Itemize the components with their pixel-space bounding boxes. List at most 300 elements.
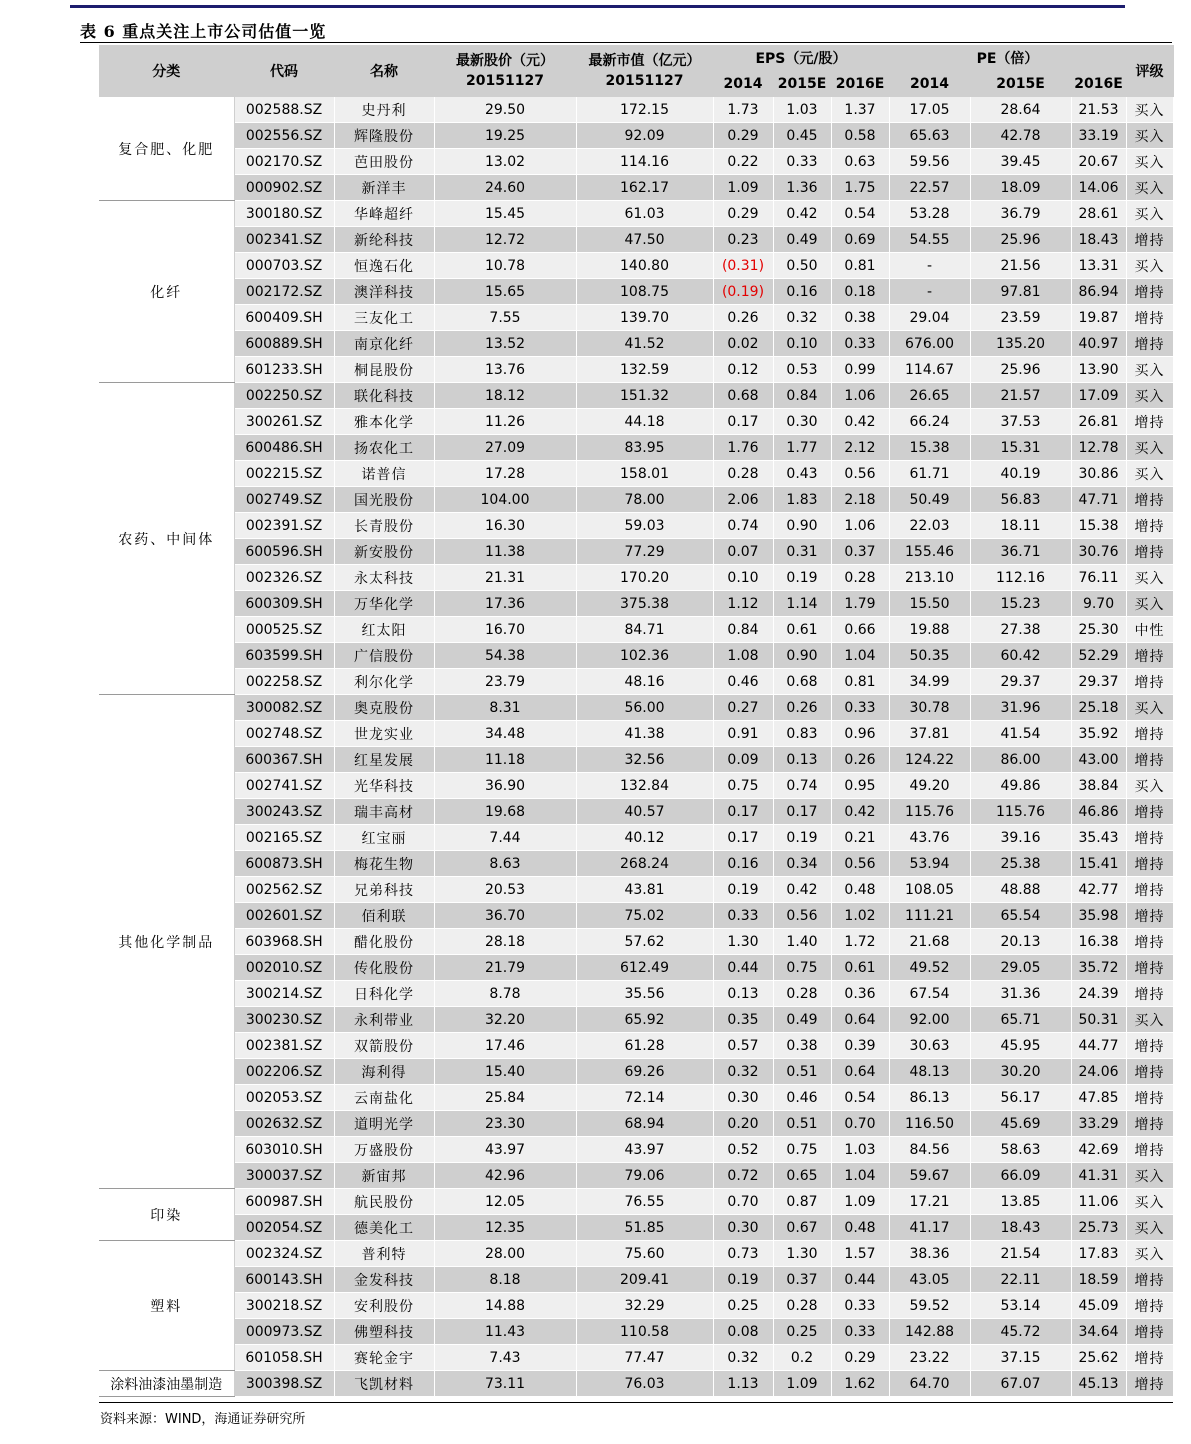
cell-pe-2015e: 48.88 (970, 877, 1071, 903)
header-name: 名称 (334, 45, 434, 97)
cell-eps-2016e: 0.96 (831, 721, 889, 747)
table-row (99, 825, 1173, 851)
cell-pe-2015e: 135.20 (970, 331, 1071, 357)
table-row (99, 669, 1173, 695)
cell-eps-2015e: 0.75 (773, 1137, 831, 1163)
cell-pe-2015e: 45.69 (970, 1111, 1071, 1137)
cell-name: 雅本化学 (334, 409, 434, 435)
cell-pe-2015e: 15.23 (970, 591, 1071, 617)
cell-eps-2014: 1.13 (713, 1371, 773, 1397)
cell-code: 002601.SZ (234, 903, 334, 929)
cell-name: 万盛股份 (334, 1137, 434, 1163)
cell-eps-2016e: 1.57 (831, 1241, 889, 1267)
cell-eps-2014: 0.68 (713, 383, 773, 409)
table-row (99, 253, 1173, 279)
cell-pe-2015e: 20.13 (970, 929, 1071, 955)
cell-price: 11.18 (434, 747, 576, 773)
cell-pe-2016e: 25.18 (1071, 695, 1126, 721)
table-row (99, 955, 1173, 981)
cell-eps-2014: 0.33 (713, 903, 773, 929)
cell-pe-2014: 155.46 (889, 539, 970, 565)
cell-pe-2015e: 30.20 (970, 1059, 1071, 1085)
cell-rating: 增持 (1126, 851, 1173, 877)
cell-pe-2016e: 35.72 (1071, 955, 1126, 981)
table-row (99, 123, 1173, 149)
cell-pe-2014: 115.76 (889, 799, 970, 825)
cell-code: 600987.SH (234, 1189, 334, 1215)
cell-pe-2015e: 36.79 (970, 201, 1071, 227)
cell-mktcap: 172.15 (576, 97, 713, 123)
cell-eps-2015e: 0.37 (773, 1267, 831, 1293)
cell-mktcap: 108.75 (576, 279, 713, 305)
cell-rating: 买入 (1126, 461, 1173, 487)
cell-rating: 买入 (1126, 97, 1173, 123)
cell-pe-2016e: 13.31 (1071, 253, 1126, 279)
cell-eps-2014: 0.75 (713, 773, 773, 799)
cell-pe-2015e: 39.16 (970, 825, 1071, 851)
cell-pe-2016e: 33.29 (1071, 1111, 1126, 1137)
cell-pe-2015e: 65.54 (970, 903, 1071, 929)
cell-eps-2015e: 0.51 (773, 1111, 831, 1137)
cell-name: 联化科技 (334, 383, 434, 409)
cell-eps-2015e: 0.46 (773, 1085, 831, 1111)
cell-mktcap: 151.32 (576, 383, 713, 409)
cell-pe-2014: 17.05 (889, 97, 970, 123)
table-row (99, 617, 1173, 643)
cell-rating: 增持 (1126, 1293, 1173, 1319)
cell-eps-2016e: 0.33 (831, 1319, 889, 1345)
cell-pe-2014: 108.05 (889, 877, 970, 903)
cell-eps-2015e: 0.43 (773, 461, 831, 487)
table-row (99, 799, 1173, 825)
cell-pe-2014: 61.71 (889, 461, 970, 487)
cell-eps-2016e: 0.38 (831, 305, 889, 331)
header-pe-2015e: 2015E (970, 71, 1071, 97)
cell-eps-2015e: 0.34 (773, 851, 831, 877)
cell-name: 新纶科技 (334, 227, 434, 253)
cell-mktcap: 132.84 (576, 773, 713, 799)
cell-price: 27.09 (434, 435, 576, 461)
cell-mktcap: 44.18 (576, 409, 713, 435)
cell-pe-2016e: 46.86 (1071, 799, 1126, 825)
cell-price: 13.02 (434, 149, 576, 175)
cell-pe-2015e: 41.54 (970, 721, 1071, 747)
cell-rating: 增持 (1126, 1111, 1173, 1137)
cell-code: 600596.SH (234, 539, 334, 565)
cell-rating: 增持 (1126, 1371, 1173, 1397)
cell-pe-2014: 34.99 (889, 669, 970, 695)
table-row (99, 1059, 1173, 1085)
cell-price: 12.05 (434, 1189, 576, 1215)
cell-pe-2016e: 15.38 (1071, 513, 1126, 539)
cell-eps-2014: 0.91 (713, 721, 773, 747)
cell-code: 002326.SZ (234, 565, 334, 591)
cell-code: 002741.SZ (234, 773, 334, 799)
cell-eps-2015e: 0.90 (773, 513, 831, 539)
cell-name: 史丹利 (334, 97, 434, 123)
header-eps-2016e: 2016E (831, 71, 889, 97)
cell-eps-2014: 0.72 (713, 1163, 773, 1189)
cell-rating: 买入 (1126, 565, 1173, 591)
cell-price: 16.30 (434, 513, 576, 539)
cell-pe-2014: 676.00 (889, 331, 970, 357)
cell-eps-2014: 0.74 (713, 513, 773, 539)
cell-price: 19.68 (434, 799, 576, 825)
cell-rating: 增持 (1126, 487, 1173, 513)
cell-price: 28.18 (434, 929, 576, 955)
cell-mktcap: 209.41 (576, 1267, 713, 1293)
cell-pe-2016e: 29.37 (1071, 669, 1126, 695)
cell-eps-2016e: 0.48 (831, 877, 889, 903)
cell-eps-2014: 1.73 (713, 97, 773, 123)
cell-eps-2014: 0.29 (713, 201, 773, 227)
cell-pe-2014: 92.00 (889, 1007, 970, 1033)
cell-rating: 买入 (1126, 1007, 1173, 1033)
cell-eps-2016e: 0.26 (831, 747, 889, 773)
cell-mktcap: 170.20 (576, 565, 713, 591)
cell-eps-2014: 0.09 (713, 747, 773, 773)
cell-code: 300218.SZ (234, 1293, 334, 1319)
cell-code: 300037.SZ (234, 1163, 334, 1189)
cell-mktcap: 41.38 (576, 721, 713, 747)
cell-pe-2015e: 60.42 (970, 643, 1071, 669)
cell-code: 600486.SH (234, 435, 334, 461)
cell-pe-2015e: 18.11 (970, 513, 1071, 539)
table-row (99, 1345, 1173, 1371)
cell-pe-2014: 43.05 (889, 1267, 970, 1293)
cell-eps-2015e: 0.19 (773, 565, 831, 591)
cell-code: 600309.SH (234, 591, 334, 617)
cell-price: 73.11 (434, 1371, 576, 1397)
cell-price: 14.88 (434, 1293, 576, 1319)
cell-name: 金发科技 (334, 1267, 434, 1293)
cell-eps-2016e: 0.21 (831, 825, 889, 851)
cell-pe-2016e: 25.30 (1071, 617, 1126, 643)
cell-code: 002250.SZ (234, 383, 334, 409)
cell-mktcap: 268.24 (576, 851, 713, 877)
table-row (99, 201, 1173, 227)
cell-rating: 买入 (1126, 149, 1173, 175)
table-row (99, 1293, 1173, 1319)
cell-pe-2015e: 56.83 (970, 487, 1071, 513)
cell-mktcap: 92.09 (576, 123, 713, 149)
cell-pe-2016e: 15.41 (1071, 851, 1126, 877)
cell-pe-2014: 48.13 (889, 1059, 970, 1085)
cell-rating: 增持 (1126, 877, 1173, 903)
cell-code: 002165.SZ (234, 825, 334, 851)
cell-mktcap: 75.02 (576, 903, 713, 929)
cell-code: 002053.SZ (234, 1085, 334, 1111)
cell-eps-2015e: 0.49 (773, 227, 831, 253)
cell-name: 万华化学 (334, 591, 434, 617)
cell-pe-2015e: 112.16 (970, 565, 1071, 591)
cell-pe-2014: 21.68 (889, 929, 970, 955)
cell-rating: 买入 (1126, 1163, 1173, 1189)
cell-pe-2016e: 20.67 (1071, 149, 1126, 175)
cell-name: 红星发展 (334, 747, 434, 773)
cell-rating: 买入 (1126, 695, 1173, 721)
cell-mktcap: 51.85 (576, 1215, 713, 1241)
cell-rating: 增持 (1126, 747, 1173, 773)
cell-pe-2014: 59.52 (889, 1293, 970, 1319)
cell-price: 25.84 (434, 1085, 576, 1111)
cell-price: 19.25 (434, 123, 576, 149)
cell-rating: 增持 (1126, 799, 1173, 825)
cell-eps-2015e: 0.53 (773, 357, 831, 383)
cell-code: 000902.SZ (234, 175, 334, 201)
cell-price: 104.00 (434, 487, 576, 513)
cell-mktcap: 110.58 (576, 1319, 713, 1345)
cell-pe-2014: 49.52 (889, 955, 970, 981)
cell-name: 桐昆股份 (334, 357, 434, 383)
cell-name: 永利带业 (334, 1007, 434, 1033)
cell-pe-2015e: 65.71 (970, 1007, 1071, 1033)
cell-rating: 买入 (1126, 1215, 1173, 1241)
cell-rating: 增持 (1126, 1085, 1173, 1111)
cell-price: 7.55 (434, 305, 576, 331)
cell-eps-2016e: 0.66 (831, 617, 889, 643)
cell-mktcap: 61.03 (576, 201, 713, 227)
table-row (99, 279, 1173, 305)
table-row (99, 1371, 1173, 1397)
category-cell: 农药、中间体 (99, 383, 234, 695)
cell-code: 002010.SZ (234, 955, 334, 981)
cell-pe-2014: 49.20 (889, 773, 970, 799)
table-row (99, 1085, 1173, 1111)
cell-eps-2014: 0.70 (713, 1189, 773, 1215)
cell-name: 道明光学 (334, 1111, 434, 1137)
cell-pe-2016e: 17.83 (1071, 1241, 1126, 1267)
cell-eps-2015e: 1.03 (773, 97, 831, 123)
cell-code: 300230.SZ (234, 1007, 334, 1033)
category-cell: 印染 (99, 1189, 234, 1241)
table-row (99, 1267, 1173, 1293)
cell-price: 42.96 (434, 1163, 576, 1189)
cell-eps-2016e: 0.81 (831, 253, 889, 279)
cell-eps-2016e: 1.37 (831, 97, 889, 123)
header-eps-2014: 2014 (713, 71, 773, 97)
cell-pe-2014: 111.21 (889, 903, 970, 929)
cell-mktcap: 139.70 (576, 305, 713, 331)
cell-name: 瑞丰高材 (334, 799, 434, 825)
cell-price: 11.43 (434, 1319, 576, 1345)
cell-code: 600873.SH (234, 851, 334, 877)
cell-rating: 买入 (1126, 201, 1173, 227)
cell-pe-2016e: 45.13 (1071, 1371, 1126, 1397)
cell-name: 红太阳 (334, 617, 434, 643)
cell-eps-2015e: 0.67 (773, 1215, 831, 1241)
cell-pe-2014: 67.54 (889, 981, 970, 1007)
cell-eps-2015e: 0.13 (773, 747, 831, 773)
cell-name: 普利特 (334, 1241, 434, 1267)
cell-eps-2015e: 0.61 (773, 617, 831, 643)
table-row (99, 565, 1173, 591)
cell-price: 29.50 (434, 97, 576, 123)
cell-pe-2015e: 37.15 (970, 1345, 1071, 1371)
cell-eps-2014: (0.31) (713, 253, 773, 279)
cell-pe-2016e: 44.77 (1071, 1033, 1126, 1059)
cell-eps-2016e: 0.54 (831, 1085, 889, 1111)
cell-mktcap: 57.62 (576, 929, 713, 955)
cell-eps-2016e: 0.70 (831, 1111, 889, 1137)
category-cell: 涂料油漆油墨制造 (99, 1371, 234, 1397)
cell-price: 28.00 (434, 1241, 576, 1267)
cell-eps-2016e: 0.99 (831, 357, 889, 383)
header-rating: 评级 (1126, 45, 1173, 97)
cell-mktcap: 59.03 (576, 513, 713, 539)
category-cell: 塑料 (99, 1241, 234, 1371)
cell-mktcap: 76.55 (576, 1189, 713, 1215)
cell-mktcap: 158.01 (576, 461, 713, 487)
cell-price: 17.46 (434, 1033, 576, 1059)
cell-code: 002562.SZ (234, 877, 334, 903)
cell-pe-2015e: 15.31 (970, 435, 1071, 461)
table-row (99, 1111, 1173, 1137)
cell-pe-2016e: 33.19 (1071, 123, 1126, 149)
cell-pe-2015e: 25.96 (970, 357, 1071, 383)
cell-pe-2016e: 52.29 (1071, 643, 1126, 669)
cell-price: 10.78 (434, 253, 576, 279)
cell-price: 13.76 (434, 357, 576, 383)
cell-eps-2014: 0.22 (713, 149, 773, 175)
cell-eps-2014: 0.30 (713, 1215, 773, 1241)
cell-pe-2014: 66.24 (889, 409, 970, 435)
cell-eps-2015e: 0.33 (773, 149, 831, 175)
cell-rating: 增持 (1126, 955, 1173, 981)
cell-pe-2015e: 39.45 (970, 149, 1071, 175)
cell-eps-2014: 0.19 (713, 1267, 773, 1293)
cell-code: 300082.SZ (234, 695, 334, 721)
cell-eps-2014: 0.27 (713, 695, 773, 721)
cell-eps-2015e: 0.68 (773, 669, 831, 695)
cell-rating: 增持 (1126, 903, 1173, 929)
cell-eps-2015e: 1.30 (773, 1241, 831, 1267)
cell-eps-2014: 0.23 (713, 227, 773, 253)
cell-mktcap: 78.00 (576, 487, 713, 513)
cell-pe-2014: 84.56 (889, 1137, 970, 1163)
cell-pe-2015e: 56.17 (970, 1085, 1071, 1111)
cell-pe-2016e: 35.92 (1071, 721, 1126, 747)
cell-eps-2014: 0.02 (713, 331, 773, 357)
cell-pe-2016e: 18.59 (1071, 1267, 1126, 1293)
cell-code: 002206.SZ (234, 1059, 334, 1085)
cell-price: 23.30 (434, 1111, 576, 1137)
cell-eps-2014: 2.06 (713, 487, 773, 513)
cell-price: 43.97 (434, 1137, 576, 1163)
cell-code: 600889.SH (234, 331, 334, 357)
cell-pe-2016e: 47.85 (1071, 1085, 1126, 1111)
cell-pe-2016e: 42.77 (1071, 877, 1126, 903)
cell-code: 600367.SH (234, 747, 334, 773)
cell-pe-2014: 86.13 (889, 1085, 970, 1111)
cell-pe-2014: 114.67 (889, 357, 970, 383)
cell-eps-2016e: 0.29 (831, 1345, 889, 1371)
cell-eps-2014: 0.07 (713, 539, 773, 565)
cell-name: 永太科技 (334, 565, 434, 591)
cell-pe-2015e: 66.09 (970, 1163, 1071, 1189)
cell-code: 002341.SZ (234, 227, 334, 253)
cell-name: 诺普信 (334, 461, 434, 487)
cell-code: 300243.SZ (234, 799, 334, 825)
table-row (99, 97, 1173, 123)
cell-pe-2016e: 13.90 (1071, 357, 1126, 383)
cell-price: 17.36 (434, 591, 576, 617)
cell-eps-2016e: 0.69 (831, 227, 889, 253)
cell-pe-2015e: 45.95 (970, 1033, 1071, 1059)
cell-eps-2014: 1.08 (713, 643, 773, 669)
cell-eps-2016e: 1.06 (831, 383, 889, 409)
cell-price: 16.70 (434, 617, 576, 643)
cell-eps-2014: 0.25 (713, 1293, 773, 1319)
cell-eps-2015e: 1.09 (773, 1371, 831, 1397)
cell-rating: 增持 (1126, 331, 1173, 357)
cell-pe-2014: 142.88 (889, 1319, 970, 1345)
cell-price: 15.40 (434, 1059, 576, 1085)
cell-eps-2015e: 0.38 (773, 1033, 831, 1059)
cell-eps-2016e: 0.33 (831, 695, 889, 721)
cell-code: 002170.SZ (234, 149, 334, 175)
cell-code: 002172.SZ (234, 279, 334, 305)
cell-eps-2014: 1.12 (713, 591, 773, 617)
cell-eps-2015e: 0.75 (773, 955, 831, 981)
cell-code: 002748.SZ (234, 721, 334, 747)
cell-eps-2014: (0.19) (713, 279, 773, 305)
header-eps-2015e: 2015E (773, 71, 831, 97)
cell-mktcap: 65.92 (576, 1007, 713, 1033)
cell-rating: 增持 (1126, 1345, 1173, 1371)
cell-mktcap: 114.16 (576, 149, 713, 175)
cell-eps-2016e: 1.75 (831, 175, 889, 201)
header-pe: PE（倍） (889, 45, 1126, 71)
cell-pe-2015e: 45.72 (970, 1319, 1071, 1345)
cell-code: 002324.SZ (234, 1241, 334, 1267)
cell-pe-2014: 41.17 (889, 1215, 970, 1241)
cell-code: 600409.SH (234, 305, 334, 331)
cell-pe-2015e: 25.38 (970, 851, 1071, 877)
table-row (99, 929, 1173, 955)
cell-mktcap: 41.52 (576, 331, 713, 357)
cell-eps-2016e: 0.37 (831, 539, 889, 565)
table-row (99, 1215, 1173, 1241)
cell-rating: 增持 (1126, 643, 1173, 669)
cell-pe-2014: 30.78 (889, 695, 970, 721)
cell-pe-2014: 30.63 (889, 1033, 970, 1059)
cell-eps-2015e: 1.83 (773, 487, 831, 513)
table-row (99, 461, 1173, 487)
cell-price: 12.72 (434, 227, 576, 253)
cell-price: 21.31 (434, 565, 576, 591)
category-cell: 化纤 (99, 201, 234, 383)
cell-price: 21.79 (434, 955, 576, 981)
table-row (99, 643, 1173, 669)
cell-pe-2016e: 21.53 (1071, 97, 1126, 123)
cell-pe-2015e: 36.71 (970, 539, 1071, 565)
cell-mktcap: 375.38 (576, 591, 713, 617)
table-row (99, 487, 1173, 513)
cell-name: 德美化工 (334, 1215, 434, 1241)
cell-eps-2016e: 0.18 (831, 279, 889, 305)
cell-pe-2016e: 43.00 (1071, 747, 1126, 773)
cell-rating: 买入 (1126, 357, 1173, 383)
cell-price: 20.53 (434, 877, 576, 903)
cell-pe-2016e: 16.38 (1071, 929, 1126, 955)
cell-pe-2015e: 37.53 (970, 409, 1071, 435)
table-row (99, 903, 1173, 929)
cell-pe-2016e: 12.78 (1071, 435, 1126, 461)
cell-price: 54.38 (434, 643, 576, 669)
cell-name: 红宝丽 (334, 825, 434, 851)
cell-eps-2016e: 1.03 (831, 1137, 889, 1163)
